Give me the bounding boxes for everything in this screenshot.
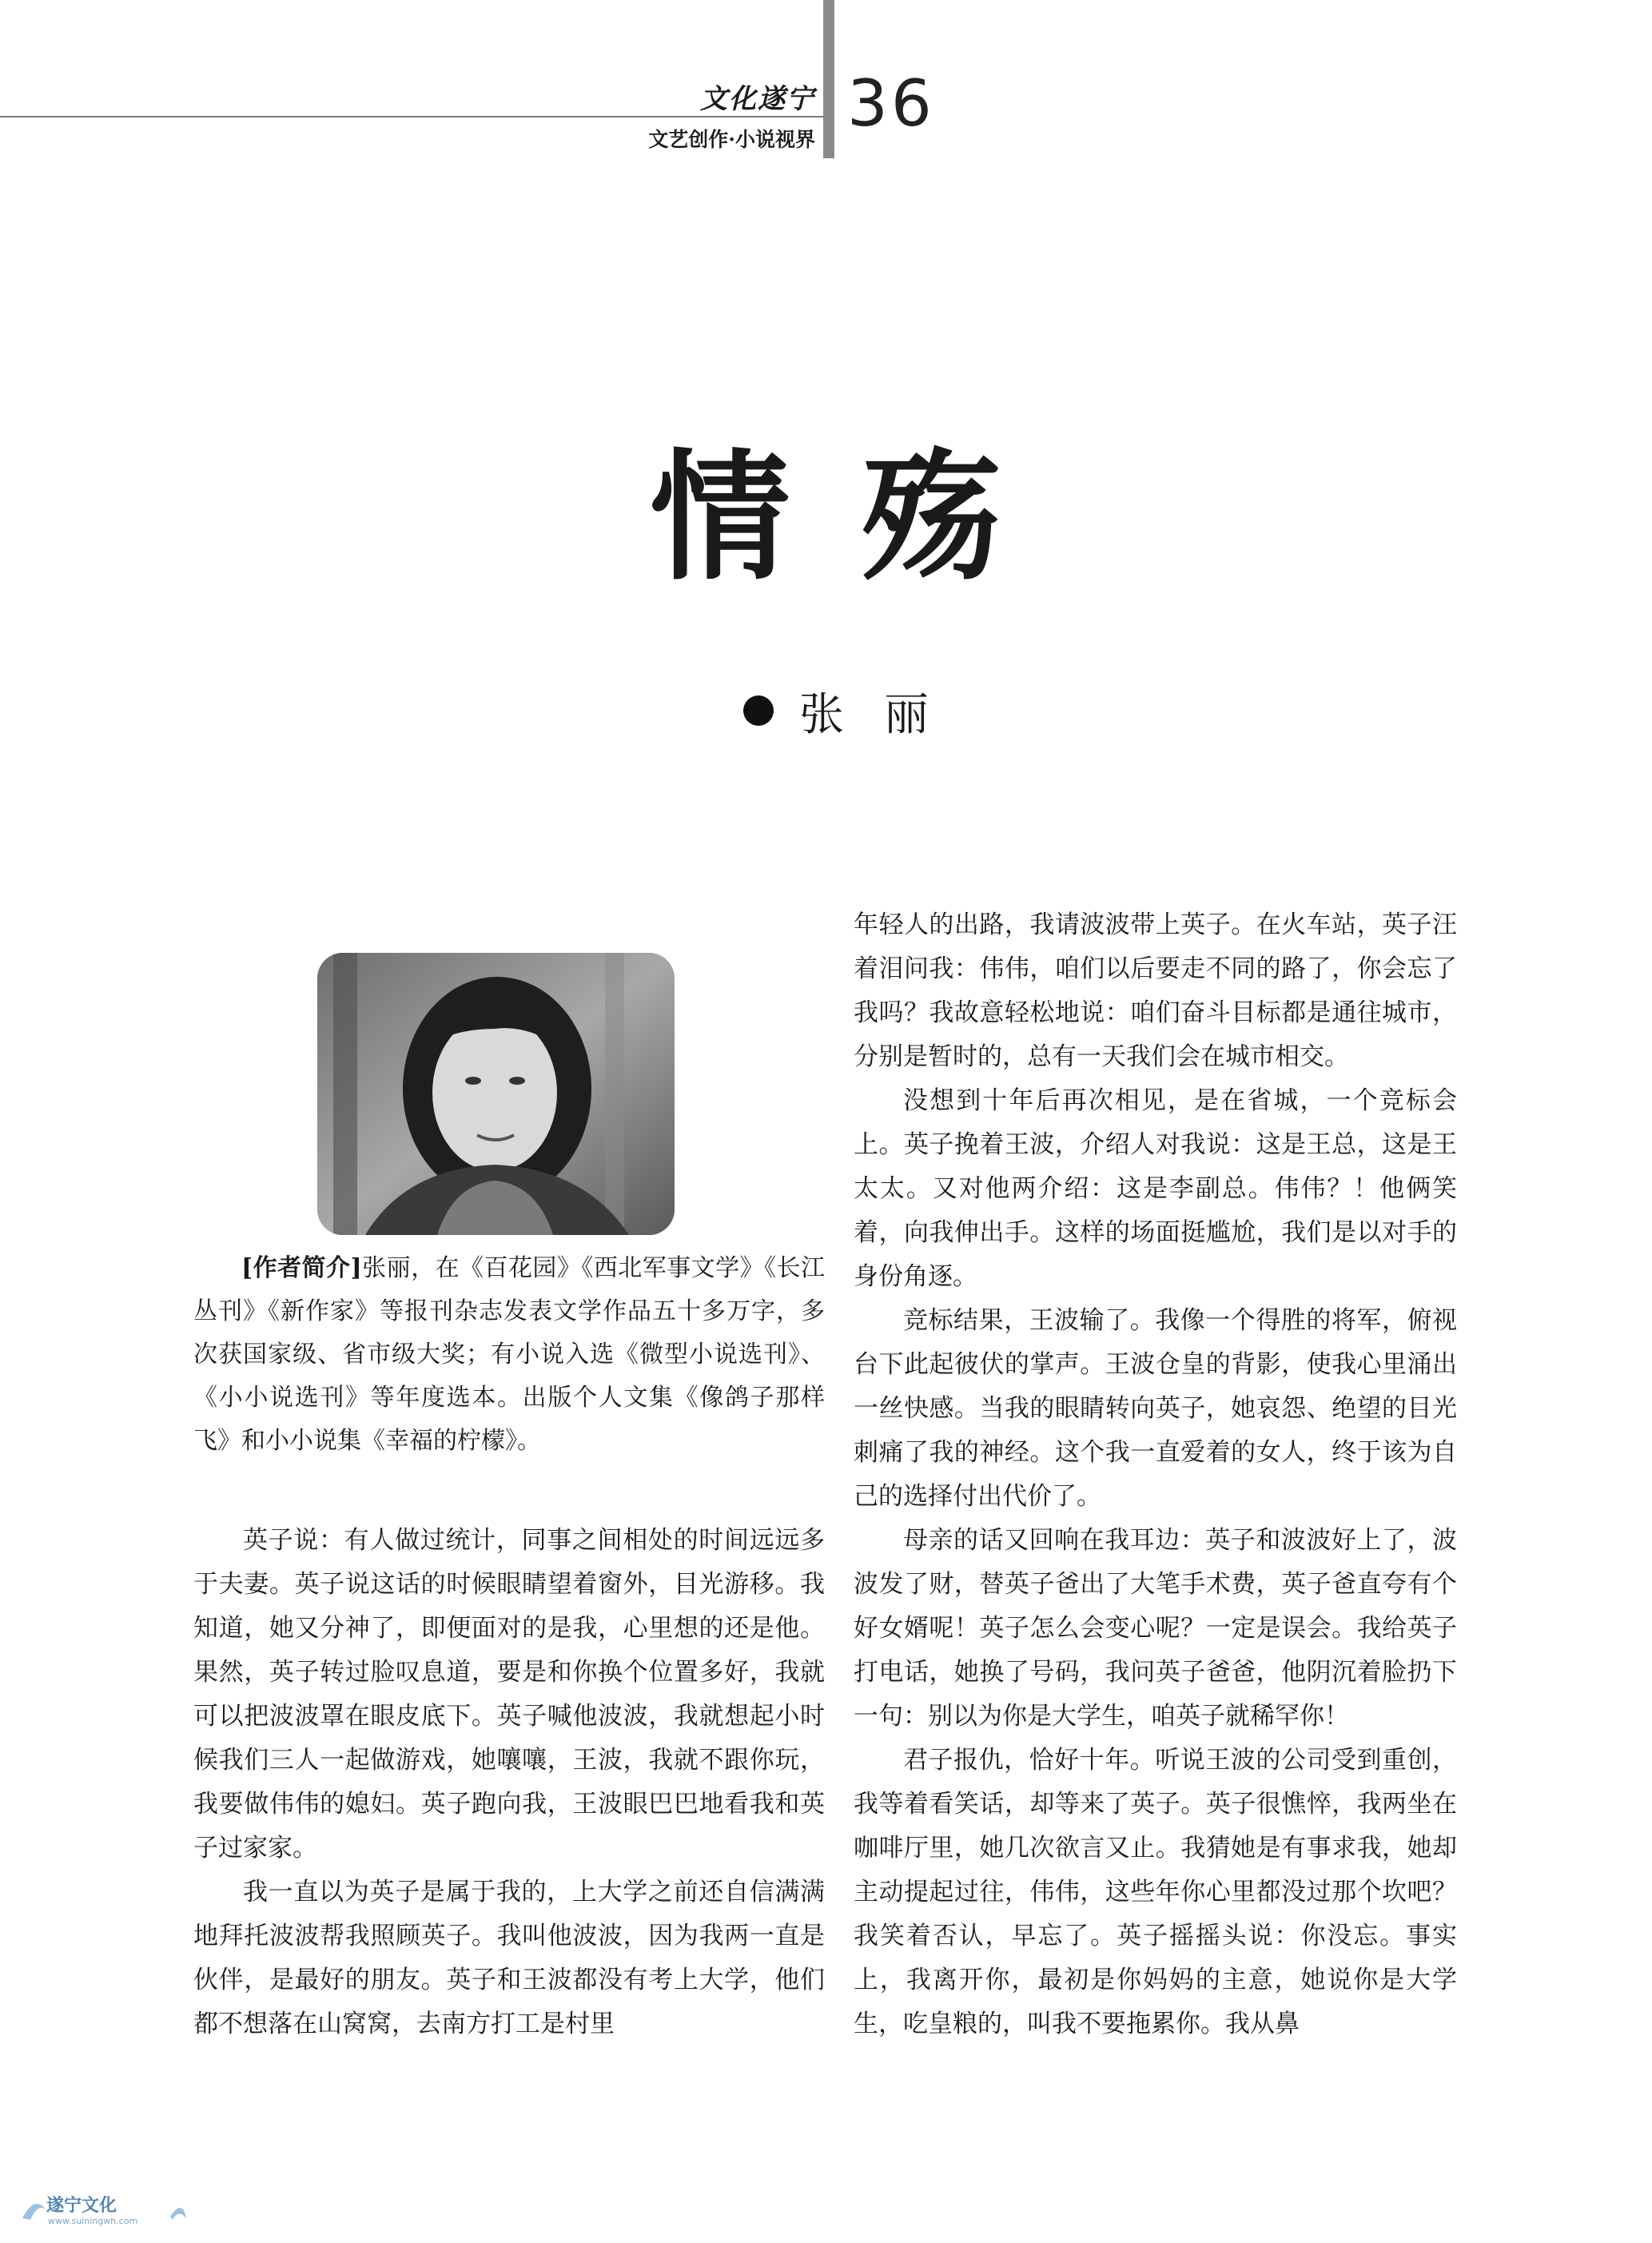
left-column [193,1519,825,2046]
article-title: 情殇 [650,436,1074,600]
bullet-dot-icon [743,695,774,726]
page-number: 36 [847,66,935,141]
paragraph: 竞标结果，王波输了。我像一个得胜的将军，俯视台下此起彼伏的掌声。王波仓皇的背影，使我心里涌出一丝快感。当我的眼睛转向英子，她哀怨、绝望的目光刺痛了我的神经。这个我一直爱着的女人，终于该为自己的选择付出代价了。 [854,1306,1457,1511]
author-bio [193,1247,825,1463]
section-title: 文化遂宁 [700,83,815,115]
watermark-url: www.suiningwh.com [48,2216,138,2226]
paragraph: 英子说：有人做过统计，同事之间相处的时间远远多于夫妻。英子说这话的时候眼睛望着窗外，目光游移。我知道，她又分神了，即便面对的是我，心里想的还是他。果然，英子转过脸叹息道，要是和你换个位置多好，我就可以把波波罩在眼皮底下。英子喊他波波，我就想起小时候我们三人一起做游戏，她嚷嚷，王波，我就不跟你玩，我要做伟伟的媳妇。英子跑向我，王波眼巴巴地看我和英子过家家。 [193,1526,825,1863]
paragraph: 我一直以为英子是属于我的，上大学之前还自信满满地拜托波波帮我照顾英子。我叫他波波，因为我两一直是伙伴，是最好的朋友。英子和王波都没有考上大学，他们都不想落在山窝窝，去南方打工是村里 [193,1878,825,2038]
bio-label: [作者简介] [241,1254,362,1282]
paragraph: 没想到十年后再次相见，是在省城，一个竞标会上。英子挽着王波，介绍人对我说：这是王总，这是王太太。又对他两介绍：这是李副总。伟伟？！他俩笑着，向我伸出手。这样的场面挺尴尬，我们是以对手的身份角逐。 [854,1086,1457,1291]
author-photo [317,953,675,1235]
header-rule [0,116,823,118]
paragraph: 君子报仇，恰好十年。听说王波的公司受到重创，我等着看笑话，却等来了英子。英子很憔悴，我两坐在咖啡厅里，她几次欲言又止。我猜她是有事求我，她却主动提起过往，伟伟，这些年你心里都没过那个坎吧？我笑着否认，早忘了。英子摇摇头说：你没忘。事实上，我离开你，最初是你妈妈的主意，她说你是大学生，吃皇粮的，叫我不要拖累你。我从鼻 [854,1746,1457,2038]
paragraph: 年轻人的出路，我请波波带上英子。在火车站，英子汪着泪问我：伟伟，咱们以后要走不同的路了，你会忘了我吗？我故意轻松地说：咱们奋斗目标都是通往城市，分别是暂时的，总有一天我们会在城市相交。 [854,910,1457,1071]
header-vertical-bar [823,0,834,158]
article-author: 张丽 [799,689,969,741]
bio-text: 张丽，在《百花园》《西北军事文学》《长江丛刊》《新作家》等报刊杂志发表文学作品五十多万字，多次获国家级、省市级大奖；有小说入选《微型小说选刊》、《小小说选刊》等年度选本。出版个人文集《像鸽子那样飞》和小小说集《幸福的柠檬》。 [193,1254,826,1455]
subsection-title: 文艺创作·小说视界 [648,128,815,151]
paragraph: 母亲的话又回响在我耳边：英子和波波好上了，波波发了财，替英子爸出了大笔手术费，英子爸直夸有个好女婿呢！英子怎么会变心呢？一定是误会。我给英子打电话，她换了号码，我问英子爸爸，他阴沉着脸扔下一句：别以为你是大学生，咱英子就稀罕你！ [854,1526,1457,1731]
watermark-name: 遂宁文化 [46,2196,117,2216]
right-column [854,903,1457,2046]
